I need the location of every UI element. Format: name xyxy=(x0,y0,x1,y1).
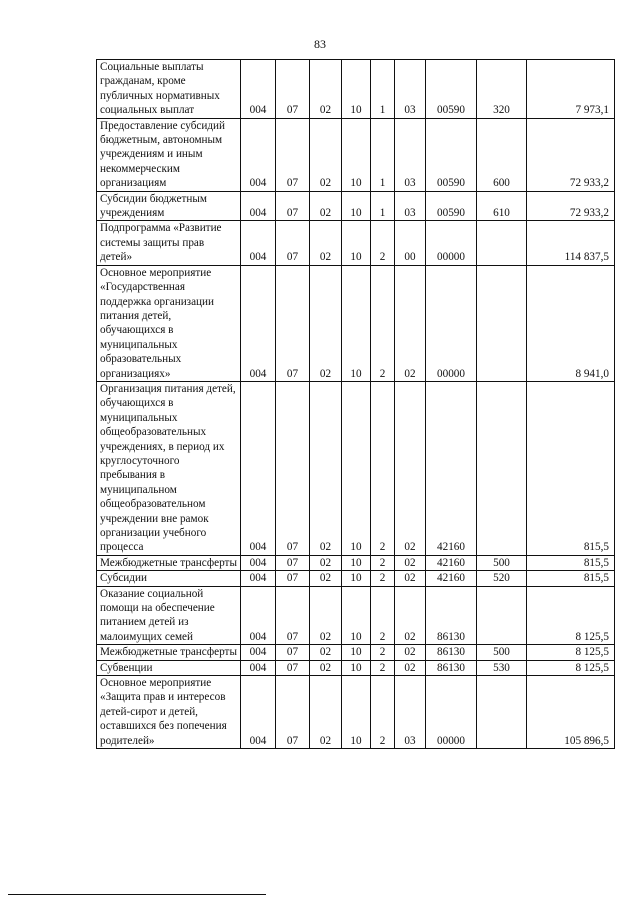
expense-type-cell: 500 xyxy=(477,555,527,570)
direction-code-cell: 86130 xyxy=(426,645,477,660)
section-code-cell: 07 xyxy=(276,221,310,265)
event-code-cell: 02 xyxy=(395,660,426,675)
table-row xyxy=(97,660,615,675)
item-name-cell: Основное мероприятие «Защита прав и интересов детей-сирот и детей, оставшихся без попечения родителей» xyxy=(97,676,241,749)
amount-cell: 815,5 xyxy=(527,555,615,570)
table-row xyxy=(97,60,615,119)
item-name-cell: Межбюджетные трансферты xyxy=(97,645,241,660)
table-row xyxy=(97,586,615,645)
admin-code-cell: 004 xyxy=(241,191,276,221)
expense-type-cell xyxy=(477,586,527,645)
direction-code-cell: 00590 xyxy=(426,118,477,191)
subsection-code-cell: 02 xyxy=(310,221,342,265)
subsection-code-cell: 02 xyxy=(310,191,342,221)
event-code-cell: 02 xyxy=(395,586,426,645)
program-code-cell: 10 xyxy=(342,660,371,675)
item-name-cell: Межбюджетные трансферты xyxy=(97,555,241,570)
amount-cell: 815,5 xyxy=(527,381,615,555)
expense-type-cell: 530 xyxy=(477,660,527,675)
program-code-cell: 10 xyxy=(342,555,371,570)
footnote-divider xyxy=(8,894,266,895)
program-code-cell: 10 xyxy=(342,645,371,660)
event-code-cell: 03 xyxy=(395,676,426,749)
table-row xyxy=(97,221,615,265)
direction-code-cell: 00000 xyxy=(426,265,477,381)
table-row xyxy=(97,555,615,570)
subsection-code-cell: 02 xyxy=(310,586,342,645)
event-code-cell: 00 xyxy=(395,221,426,265)
program-code-cell: 10 xyxy=(342,221,371,265)
program-code-cell: 10 xyxy=(342,586,371,645)
item-name-cell: Предоставление субсидий бюджетным, автономным учреждениям и иным некоммерческим организациям xyxy=(97,118,241,191)
subprogram-code-cell: 2 xyxy=(371,676,395,749)
amount-cell: 8 125,5 xyxy=(527,586,615,645)
program-code-cell: 10 xyxy=(342,571,371,586)
item-name-cell: Основное мероприятие «Государственная поддержка организации питания детей, обучающихся в муниципальных образовательных организациях» xyxy=(97,265,241,381)
subsection-code-cell: 02 xyxy=(310,60,342,119)
subsection-code-cell: 02 xyxy=(310,645,342,660)
program-code-cell: 10 xyxy=(342,265,371,381)
subprogram-code-cell: 1 xyxy=(371,191,395,221)
event-code-cell: 03 xyxy=(395,191,426,221)
section-code-cell: 07 xyxy=(276,555,310,570)
table-row xyxy=(97,676,615,749)
subprogram-code-cell: 1 xyxy=(371,118,395,191)
expense-type-cell xyxy=(477,221,527,265)
event-code-cell: 02 xyxy=(395,381,426,555)
amount-cell: 72 933,2 xyxy=(527,118,615,191)
admin-code-cell: 004 xyxy=(241,660,276,675)
section-code-cell: 07 xyxy=(276,571,310,586)
section-code-cell: 07 xyxy=(276,381,310,555)
program-code-cell: 10 xyxy=(342,191,371,221)
budget-table-body xyxy=(97,60,615,749)
table-row xyxy=(97,118,615,191)
event-code-cell: 02 xyxy=(395,571,426,586)
item-name-cell: Оказание социальной помощи на обеспечение питанием детей из малоимущих семей xyxy=(97,586,241,645)
subprogram-code-cell: 2 xyxy=(371,221,395,265)
table-row xyxy=(97,191,615,221)
expense-type-cell: 320 xyxy=(477,60,527,119)
item-name-cell: Субвенции xyxy=(97,660,241,675)
subsection-code-cell: 02 xyxy=(310,676,342,749)
subprogram-code-cell: 2 xyxy=(371,660,395,675)
table-row xyxy=(97,645,615,660)
section-code-cell: 07 xyxy=(276,586,310,645)
table-row xyxy=(97,265,615,381)
admin-code-cell: 004 xyxy=(241,118,276,191)
subsection-code-cell: 02 xyxy=(310,660,342,675)
item-name-cell: Субсидии бюджетным учреждениям xyxy=(97,191,241,221)
event-code-cell: 02 xyxy=(395,265,426,381)
direction-code-cell: 86130 xyxy=(426,660,477,675)
table-row xyxy=(97,571,615,586)
subprogram-code-cell: 2 xyxy=(371,586,395,645)
admin-code-cell: 004 xyxy=(241,645,276,660)
admin-code-cell: 004 xyxy=(241,265,276,381)
section-code-cell: 07 xyxy=(276,676,310,749)
direction-code-cell: 42160 xyxy=(426,571,477,586)
event-code-cell: 02 xyxy=(395,645,426,660)
budget-table xyxy=(96,59,615,749)
subsection-code-cell: 02 xyxy=(310,381,342,555)
admin-code-cell: 004 xyxy=(241,571,276,586)
admin-code-cell: 004 xyxy=(241,555,276,570)
amount-cell: 105 896,5 xyxy=(527,676,615,749)
expense-type-cell xyxy=(477,265,527,381)
amount-cell: 7 973,1 xyxy=(527,60,615,119)
subprogram-code-cell: 2 xyxy=(371,381,395,555)
program-code-cell: 10 xyxy=(342,118,371,191)
admin-code-cell: 004 xyxy=(241,381,276,555)
item-name-cell: Подпрограмма «Развитие системы защиты прав детей» xyxy=(97,221,241,265)
direction-code-cell: 86130 xyxy=(426,586,477,645)
amount-cell: 72 933,2 xyxy=(527,191,615,221)
amount-cell: 815,5 xyxy=(527,571,615,586)
subprogram-code-cell: 2 xyxy=(371,571,395,586)
item-name-cell: Субсидии xyxy=(97,571,241,586)
admin-code-cell: 004 xyxy=(241,676,276,749)
section-code-cell: 07 xyxy=(276,645,310,660)
program-code-cell: 10 xyxy=(342,676,371,749)
direction-code-cell: 42160 xyxy=(426,381,477,555)
page-number: 83 xyxy=(314,37,326,51)
expense-type-cell xyxy=(477,381,527,555)
subprogram-code-cell: 2 xyxy=(371,265,395,381)
item-name-cell: Социальные выплаты гражданам, кроме публичных нормативных социальных выплат xyxy=(97,60,241,119)
direction-code-cell: 00000 xyxy=(426,676,477,749)
section-code-cell: 07 xyxy=(276,265,310,381)
admin-code-cell: 004 xyxy=(241,221,276,265)
amount-cell: 8 125,5 xyxy=(527,660,615,675)
expense-type-cell: 500 xyxy=(477,645,527,660)
program-code-cell: 10 xyxy=(342,381,371,555)
section-code-cell: 07 xyxy=(276,660,310,675)
amount-cell: 114 837,5 xyxy=(527,221,615,265)
subprogram-code-cell: 1 xyxy=(371,60,395,119)
amount-cell: 8 125,5 xyxy=(527,645,615,660)
direction-code-cell: 00000 xyxy=(426,221,477,265)
direction-code-cell: 42160 xyxy=(426,555,477,570)
subsection-code-cell: 02 xyxy=(310,265,342,381)
event-code-cell: 03 xyxy=(395,118,426,191)
item-name-cell: Организация питания детей, обучающихся в муниципальных общеобразовательных учреждениях, в период их круглосуточного пребывания в муниципальном общеобразовательном учреждении вне рамок организации учебного процесса xyxy=(97,381,241,555)
subsection-code-cell: 02 xyxy=(310,118,342,191)
event-code-cell: 03 xyxy=(395,60,426,119)
subprogram-code-cell: 2 xyxy=(371,645,395,660)
section-code-cell: 07 xyxy=(276,191,310,221)
section-code-cell: 07 xyxy=(276,60,310,119)
expense-type-cell: 520 xyxy=(477,571,527,586)
direction-code-cell: 00590 xyxy=(426,60,477,119)
admin-code-cell: 004 xyxy=(241,586,276,645)
subsection-code-cell: 02 xyxy=(310,571,342,586)
expense-type-cell xyxy=(477,676,527,749)
expense-type-cell: 600 xyxy=(477,118,527,191)
table-row xyxy=(97,381,615,555)
subprogram-code-cell: 2 xyxy=(371,555,395,570)
amount-cell: 8 941,0 xyxy=(527,265,615,381)
direction-code-cell: 00590 xyxy=(426,191,477,221)
admin-code-cell: 004 xyxy=(241,60,276,119)
program-code-cell: 10 xyxy=(342,60,371,119)
section-code-cell: 07 xyxy=(276,118,310,191)
subsection-code-cell: 02 xyxy=(310,555,342,570)
expense-type-cell: 610 xyxy=(477,191,527,221)
event-code-cell: 02 xyxy=(395,555,426,570)
